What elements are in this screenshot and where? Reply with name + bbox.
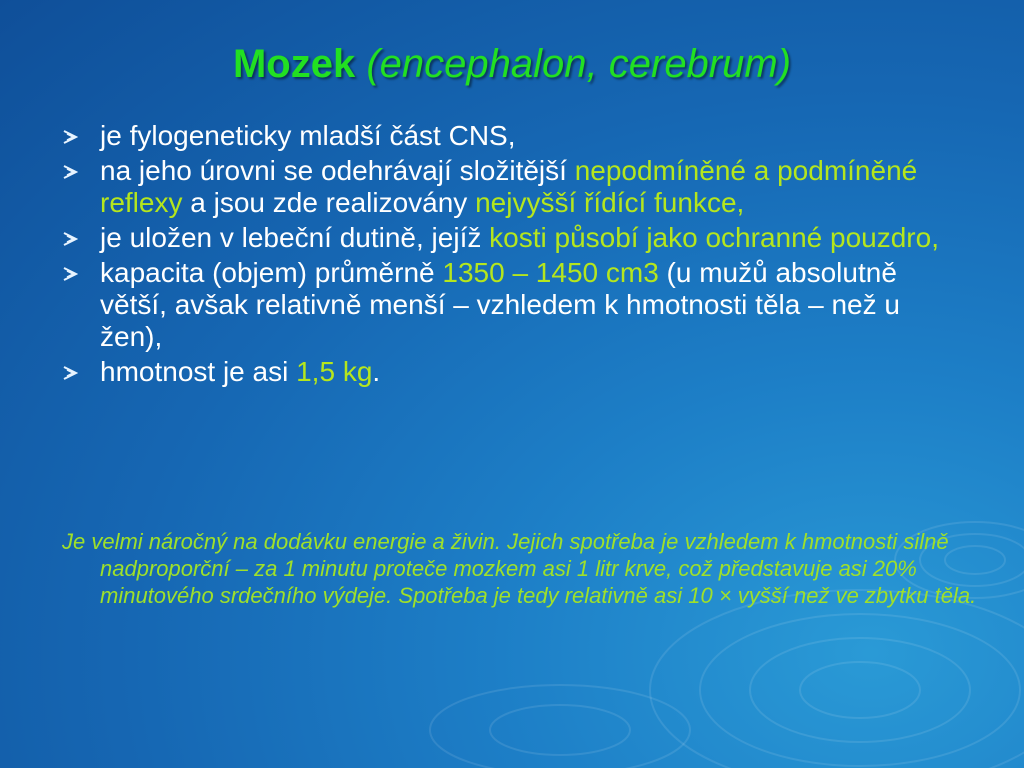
bullet-item xyxy=(62,257,962,353)
bullet-item xyxy=(62,356,962,388)
bullet-text: na jeho úrovni se odehrávají složitější xyxy=(100,155,575,186)
slide-title xyxy=(0,42,1024,87)
chevron-arrow-icon xyxy=(62,267,78,281)
bullet-item xyxy=(62,222,962,254)
bullet-text: a jsou zde realizovány xyxy=(182,187,476,218)
chevron-arrow-icon xyxy=(62,232,78,246)
note-paragraph: Je velmi náročný na dodávku energie a živin. Jejich spotřeba je vzhledem k hmotnosti silně nadproporční – za 1 minutu proteče mozkem asi 1 litr krve, což představuje asi 20% minutového srdečního výdeje. Spotřeba je tedy relativně asi 10 × vyšší než ve zbytku těla. xyxy=(62,529,977,608)
highlighted-text: kosti působí jako ochranné pouzdro, xyxy=(489,222,939,253)
bullet-list xyxy=(62,120,962,391)
bullet-text: . xyxy=(372,356,381,387)
bullet-item xyxy=(62,120,962,152)
bullet-text: kapacita (objem) průměrně xyxy=(100,257,443,288)
highlighted-text: 1,5 kg xyxy=(296,356,373,387)
highlighted-text: nejvyšší řídící funkce, xyxy=(475,187,745,218)
bullet-text: je uložen v lebeční dutině, jejíž xyxy=(100,222,490,253)
title-latin: (encephalon, cerebrum) xyxy=(366,42,792,86)
chevron-arrow-icon xyxy=(62,165,78,179)
title-main: Mozek xyxy=(232,42,356,86)
chevron-arrow-icon xyxy=(62,130,78,144)
highlighted-text: 1350 – 1450 cm3 xyxy=(442,257,659,288)
highlighted-text: nepodmíněné a podmíněné reflexy xyxy=(100,155,918,218)
bullet-text: je fylogeneticky mladší část CNS, xyxy=(100,120,516,151)
chevron-arrow-icon xyxy=(62,366,78,380)
bullet-text: hmotnost je asi xyxy=(100,356,297,387)
bullet-item xyxy=(62,155,962,219)
bullet-text: (u mužů absolutně větší, avšak relativně menší – vzhledem k hmotnosti těla – než u žen), xyxy=(100,257,900,352)
